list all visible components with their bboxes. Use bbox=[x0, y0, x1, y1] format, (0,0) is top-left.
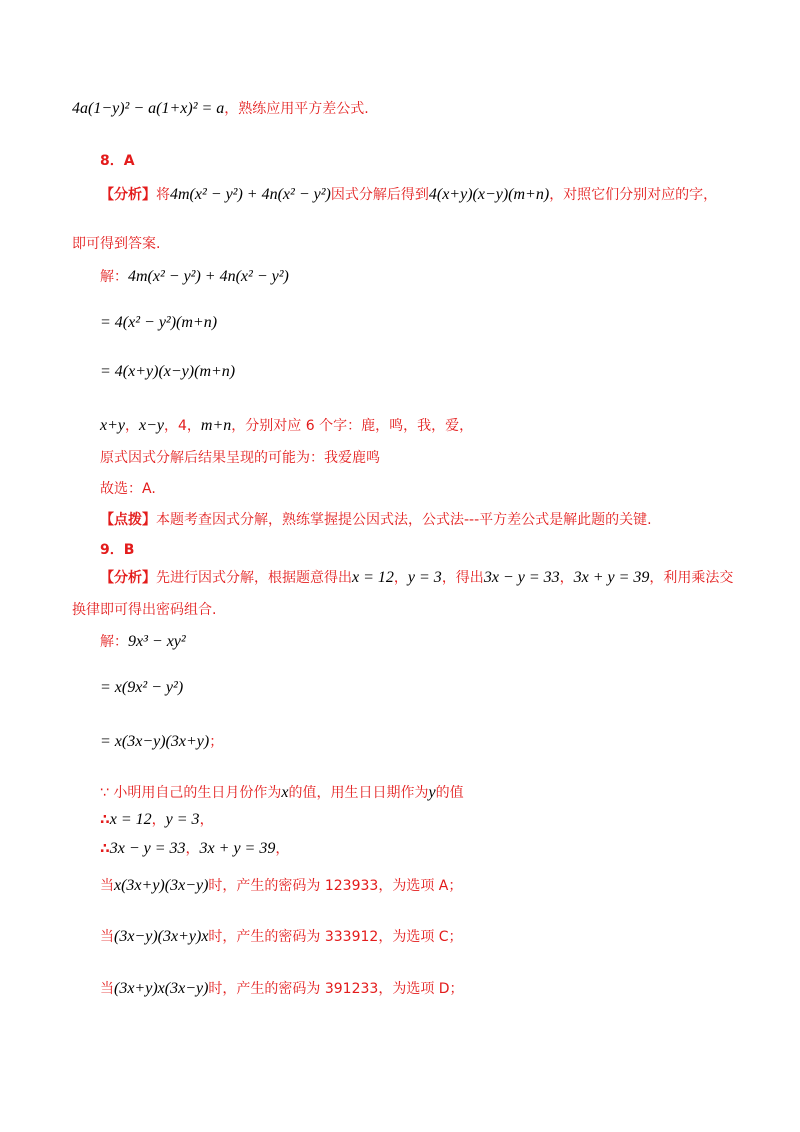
tips-tag: 【点拨】 bbox=[100, 512, 156, 528]
formula: = 4(x² − y²)(m+n) bbox=[100, 314, 218, 331]
formula: y = 3 bbox=[407, 569, 442, 586]
text: ， bbox=[393, 570, 408, 586]
formula: 4m(x² − y²) + 4n(x² − y²) bbox=[128, 268, 289, 285]
formula: 4m(x² − y²) + 4n(x² − y²) bbox=[170, 186, 331, 203]
text: ，分别对应 6 个字：鹿，鸣，我，爱， bbox=[231, 418, 474, 434]
therefore-symbol: ∴ bbox=[100, 812, 110, 828]
solution-9-step-1 bbox=[100, 631, 800, 651]
formula: y bbox=[428, 784, 436, 801]
solution-label: 解： bbox=[100, 634, 128, 650]
text: 将 bbox=[156, 187, 170, 203]
text: 时，产生的密码为 391233，为选项 D； bbox=[208, 981, 464, 997]
tips-8 bbox=[100, 509, 800, 529]
solution-9-values bbox=[100, 809, 800, 829]
text: 的值，用生日日期作为 bbox=[288, 785, 429, 801]
formula: x(3x+y)(3x−y) bbox=[114, 877, 209, 894]
formula: 3x + y = 39 bbox=[199, 840, 276, 857]
solution-8-result: 原式因式分解后结果呈现的可能为：我爱鹿鸣 bbox=[100, 450, 380, 466]
solution-9-case-d bbox=[100, 978, 800, 998]
solution-9-step-2 bbox=[100, 679, 800, 697]
solution-label: 解： bbox=[100, 269, 128, 285]
text: ， bbox=[559, 570, 574, 586]
solution-9-premise bbox=[100, 782, 800, 802]
formula: x−y bbox=[139, 417, 164, 434]
line-8-analysis-cont: 即可得到答案. bbox=[72, 236, 161, 252]
formula: x = 12 bbox=[109, 811, 152, 828]
text: ，4， bbox=[164, 418, 201, 434]
text: 先进行因式分解，根据题意得出 bbox=[156, 570, 352, 586]
solution-8-choice: 故选：A. bbox=[100, 481, 156, 497]
solution-9-case-c bbox=[100, 926, 800, 946]
text: ； bbox=[209, 734, 224, 750]
text: 当 bbox=[100, 981, 114, 997]
formula: m+n bbox=[200, 417, 232, 434]
text: 当 bbox=[100, 878, 114, 894]
text: ， bbox=[185, 841, 200, 857]
text: ， bbox=[275, 841, 290, 857]
text: 的值 bbox=[435, 785, 464, 801]
solution-8-step-2 bbox=[100, 314, 800, 332]
text: ，对照它们分别对应的字， bbox=[549, 187, 718, 203]
formula: x = 12 bbox=[352, 569, 394, 586]
formula: = x(3x−y)(3x+y) bbox=[100, 733, 210, 750]
solution-9-case-a bbox=[100, 875, 800, 895]
formula: 3x + y = 39 bbox=[573, 569, 650, 586]
text: 时，产生的密码为 333912，为选项 C； bbox=[208, 929, 463, 945]
text: ，熟练应用平方差公式. bbox=[224, 101, 369, 117]
text: 因式分解后得到 bbox=[330, 187, 429, 203]
text: 时，产生的密码为 123933，为选项 A； bbox=[208, 878, 463, 894]
text: ， bbox=[125, 418, 139, 434]
text: 当 bbox=[100, 929, 114, 945]
analysis-tag: 【分析】 bbox=[100, 187, 156, 203]
solution-9-step-3 bbox=[100, 731, 800, 751]
question-8-answer: 8．A bbox=[100, 153, 135, 169]
analysis-tag: 【分析】 bbox=[100, 570, 156, 586]
therefore-symbol: ∴ bbox=[100, 841, 110, 857]
line-9-analysis-cont: 换律即可得出密码组合. bbox=[72, 602, 217, 618]
text: 本题考查因式分解，熟练掌握提公因式法，公式法---平方差公式是解此题的关键. bbox=[156, 512, 652, 528]
formula: 4a(1−y)² − a(1+x)² = a bbox=[72, 100, 225, 117]
solution-8-mapping bbox=[100, 415, 800, 435]
formula: (3x−y)(3x+y)x bbox=[114, 928, 209, 945]
text: ，利用乘法交 bbox=[649, 570, 734, 586]
text: ， bbox=[199, 812, 214, 828]
formula: (3x+y)x(3x−y) bbox=[114, 980, 209, 997]
solution-8-step-3 bbox=[100, 363, 800, 381]
line-1 bbox=[72, 98, 800, 118]
line-9-analysis bbox=[100, 567, 800, 587]
formula: = x(9x² − y²) bbox=[100, 679, 184, 696]
text: ，得出 bbox=[441, 570, 484, 586]
formula: x+y bbox=[100, 417, 125, 434]
text: ， bbox=[151, 812, 166, 828]
text: ∵ 小明用自己的生日月份作为 bbox=[100, 785, 282, 801]
formula: 4(x+y)(x−y)(m+n) bbox=[428, 186, 550, 203]
formula: 3x − y = 33 bbox=[483, 569, 560, 586]
formula: y = 3 bbox=[165, 811, 200, 828]
solution-9-derived bbox=[100, 838, 800, 858]
solution-8-step-1 bbox=[100, 266, 800, 286]
formula: 9x³ − xy² bbox=[128, 633, 186, 650]
line-8-analysis bbox=[100, 184, 800, 204]
formula: x bbox=[281, 784, 289, 801]
formula: = 4(x+y)(x−y)(m+n) bbox=[100, 363, 236, 380]
formula: 3x − y = 33 bbox=[109, 840, 186, 857]
question-9-answer: 9．B bbox=[100, 542, 135, 558]
